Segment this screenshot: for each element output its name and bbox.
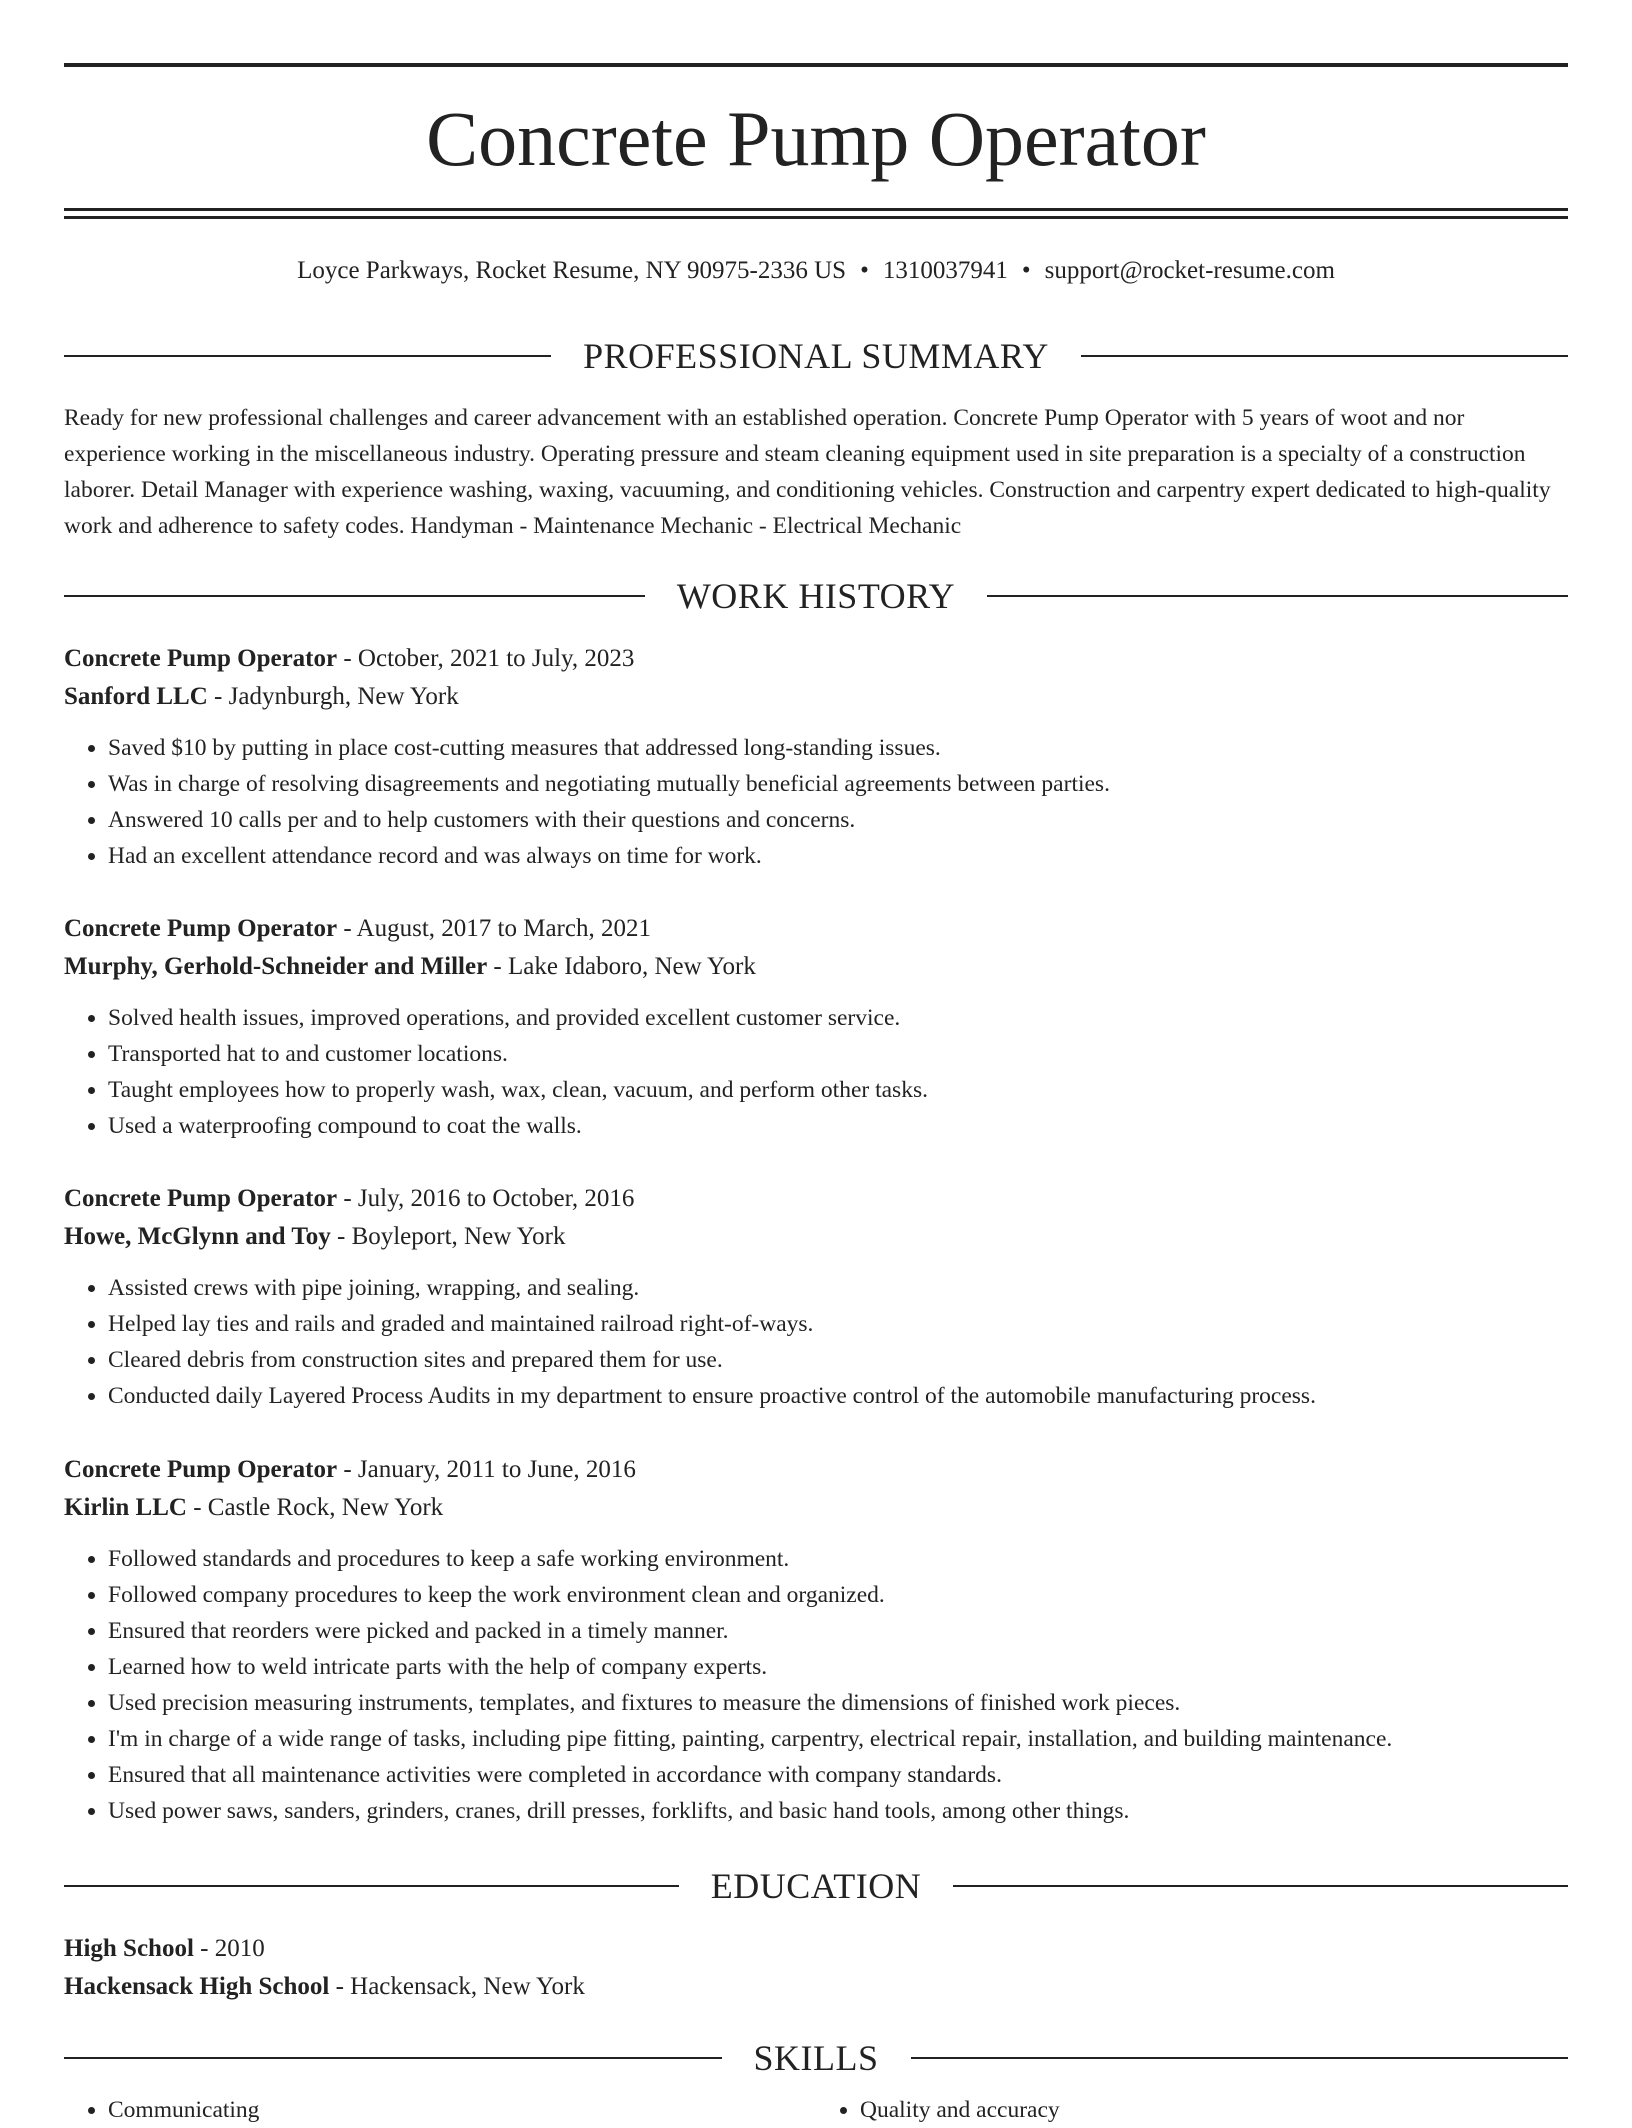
job-bullet: • Solved health issues, improved operations, and provided excellent customer service. xyxy=(108,1000,1568,1036)
job-title-line xyxy=(64,640,1568,678)
divider-line xyxy=(64,355,551,357)
education-degree-line xyxy=(64,1930,1568,1968)
job-dates: January, 2011 to June, 2016 xyxy=(357,1456,636,1483)
job-bullets xyxy=(64,730,1568,874)
divider-line xyxy=(64,1885,679,1887)
contact-separator: • xyxy=(860,257,869,284)
job-location: Boyleport, New York xyxy=(351,1223,566,1250)
job-title-line xyxy=(64,1451,1568,1489)
job-bullet: • Followed standards and procedures to keep a safe working environment. xyxy=(108,1541,1568,1577)
education-location: Hackensack, New York xyxy=(350,1973,585,2000)
job-dates: August, 2017 to March, 2021 xyxy=(356,915,651,942)
dash: - xyxy=(193,1935,215,1962)
section-title: PROFESSIONAL SUMMARY xyxy=(583,336,1049,376)
job-entry xyxy=(64,910,1568,1144)
job-company: Howe, McGlynn and Toy xyxy=(64,1223,331,1250)
section-heading-education xyxy=(64,1866,1568,1906)
job-company-line xyxy=(64,1218,1568,1256)
job-title: Concrete Pump Operator xyxy=(64,1185,338,1212)
job-bullet: • I'm in charge of a wide range of tasks, including pipe fitting, painting, carpentry, electrical repair, installation, and building maintenance. xyxy=(108,1721,1568,1757)
section-title: EDUCATION xyxy=(710,1866,922,1906)
job-company-line xyxy=(64,948,1568,986)
job-dates: October, 2021 to July, 2023 xyxy=(357,645,635,672)
job-bullet: • Used a waterproofing compound to coat the walls. xyxy=(108,1108,1568,1144)
dash: - xyxy=(337,1185,358,1212)
job-dates: July, 2016 to October, 2016 xyxy=(357,1185,635,1212)
dash: - xyxy=(337,915,357,942)
skill-item: • Communicating xyxy=(108,2092,816,2128)
job-title: Concrete Pump Operator xyxy=(64,645,338,672)
summary-text: Ready for new professional challenges and career advancement with an established operation. Concrete Pump Operator with 5 years of woot and nor experience working in the miscellaneous industry. Operating pressure and steam cleaning equipment used in site preparation is a specialty of a construction laborer. Detail Manager with experience washing, waxing, vacuuming, and conditioning vehicles. Construction and carpentry expert dedicated to high-quality work and adherence to safety codes. Handyman - Maintenance Mechanic - Electrical Mechanic xyxy=(64,405,1551,539)
title-rule-upper xyxy=(64,208,1568,211)
job-bullet: • Used power saws, sanders, grinders, cranes, drill presses, forklifts, and basic hand tools, among other things. xyxy=(108,1793,1568,1829)
education-school: Hackensack High School xyxy=(64,1973,330,2000)
section-heading-summary xyxy=(64,336,1568,376)
title-rule-lower xyxy=(64,216,1568,219)
section-title: SKILLS xyxy=(753,2038,879,2078)
job-entry xyxy=(64,1451,1568,1829)
job-bullet: • Taught employees how to properly wash, wax, clean, vacuum, and perform other tasks. xyxy=(108,1072,1568,1108)
job-location: Castle Rock, New York xyxy=(207,1494,444,1521)
divider-line xyxy=(64,2057,722,2059)
job-bullet: • Answered 10 calls per and to help customers with their questions and concerns. xyxy=(108,802,1568,838)
job-bullet: • Followed company procedures to keep the work environment clean and organized. xyxy=(108,1577,1568,1613)
job-bullet: • Used precision measuring instruments, templates, and fixtures to measure the dimensions of finished work pieces. xyxy=(108,1685,1568,1721)
job-bullet: • Cleared debris from construction sites and prepared them for use. xyxy=(108,1342,1568,1378)
job-bullet: • Helped lay ties and rails and graded and maintained railroad right-of-ways. xyxy=(108,1306,1568,1342)
job-bullet: • Transported hat to and customer locations. xyxy=(108,1036,1568,1072)
job-bullet: • Ensured that reorders were picked and packed in a timely manner. xyxy=(108,1613,1568,1649)
job-bullets xyxy=(64,1270,1568,1414)
divider-line xyxy=(1081,355,1568,357)
job-title: Concrete Pump Operator xyxy=(64,1456,338,1483)
job-company: Kirlin LLC xyxy=(64,1494,187,1521)
job-bullet: • Assisted crews with pipe joining, wrapping, and sealing. xyxy=(108,1270,1568,1306)
contact-address: Loyce Parkways, Rocket Resume, NY 90975-2336 US xyxy=(297,257,847,284)
job-bullet: • Had an excellent attendance record and was always on time for work. xyxy=(108,838,1568,874)
dash: - xyxy=(329,1973,351,2000)
job-bullets xyxy=(64,1541,1568,1829)
dash: - xyxy=(337,645,358,672)
dash: - xyxy=(186,1494,208,1521)
job-bullet: • Ensured that all maintenance activities were completed in accordance with company standards. xyxy=(108,1757,1568,1793)
job-company: Sanford LLC xyxy=(64,683,208,710)
skills-column-left xyxy=(64,2092,816,2128)
education-degree: High School xyxy=(64,1935,194,1962)
skills-column-right xyxy=(816,2092,1568,2128)
job-bullet: • Saved $10 by putting in place cost-cutting measures that addressed long-standing issues. xyxy=(108,730,1568,766)
contact-separator: • xyxy=(1021,257,1031,284)
divider-line xyxy=(953,1885,1568,1887)
top-rule xyxy=(64,63,1568,67)
job-bullet: • Conducted daily Layered Process Audits in my department to ensure proactive control of the automobile manufacturing process. xyxy=(108,1378,1568,1414)
skills-list xyxy=(64,2092,1568,2128)
dash: - xyxy=(337,1456,358,1483)
section-heading-skills xyxy=(64,2038,1568,2078)
dash: - xyxy=(487,953,508,980)
education-year: 2010 xyxy=(214,1935,265,1962)
contact-phone: 1310037941 xyxy=(882,257,1008,284)
job-entry xyxy=(64,1180,1568,1414)
dash: - xyxy=(330,1223,352,1250)
job-title-line xyxy=(64,910,1568,948)
job-entry xyxy=(64,640,1568,874)
job-bullet: • Learned how to weld intricate parts with the help of company experts. xyxy=(108,1649,1568,1685)
contact-email: support@rocket-resume.com xyxy=(1044,257,1335,284)
divider-line xyxy=(987,595,1568,597)
contact-line xyxy=(64,254,1568,288)
divider-line xyxy=(64,595,645,597)
job-title: Concrete Pump Operator xyxy=(64,915,338,942)
divider-line xyxy=(911,2057,1569,2059)
job-location: Lake Idaboro, New York xyxy=(508,953,756,980)
section-heading-work xyxy=(64,576,1568,616)
education-school-line xyxy=(64,1968,1568,2006)
skill-item: • Quality and accuracy xyxy=(860,2092,1568,2128)
resume-title: Concrete Pump Operator xyxy=(426,95,1206,182)
job-location: Jadynburgh, New York xyxy=(228,683,459,710)
job-company-line xyxy=(64,678,1568,716)
education-entry xyxy=(64,1930,1568,2006)
job-bullets xyxy=(64,1000,1568,1144)
dash: - xyxy=(207,683,229,710)
job-company-line xyxy=(64,1489,1568,1527)
job-title-line xyxy=(64,1180,1568,1218)
job-company: Murphy, Gerhold-Schneider and Miller xyxy=(64,953,488,980)
section-title: WORK HISTORY xyxy=(676,576,956,616)
job-bullet: • Was in charge of resolving disagreements and negotiating mutually beneficial agreements between parties. xyxy=(108,766,1568,802)
